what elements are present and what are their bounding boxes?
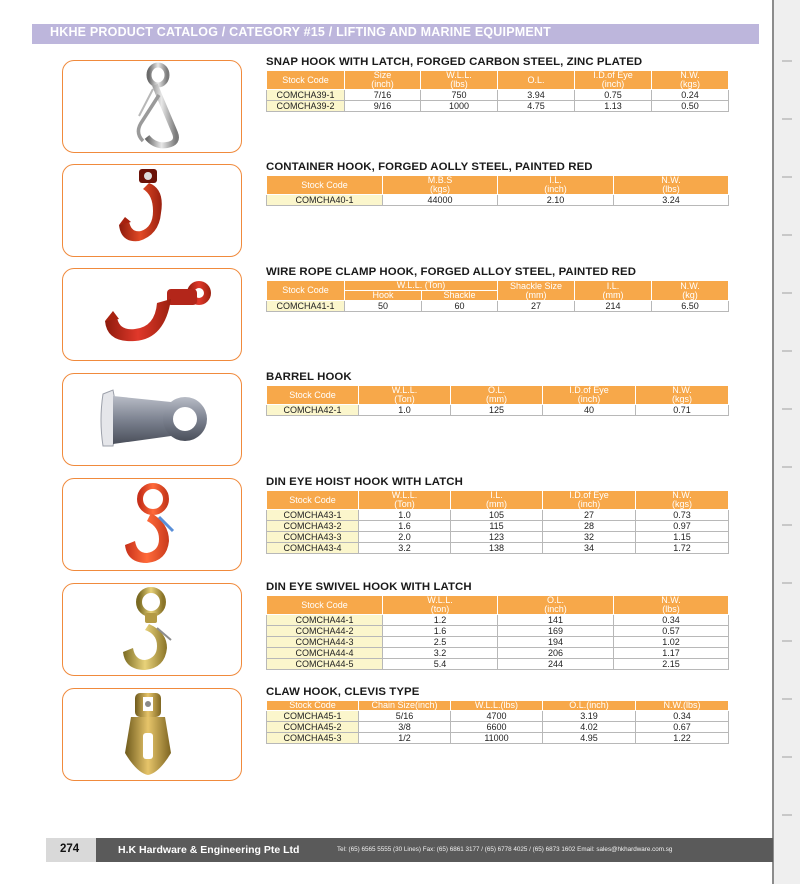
column-header [636,491,729,510]
stock-code-cell: COMCHA44-4 [267,648,383,659]
binding-tick [782,698,792,700]
table-cell: 105 [451,510,543,521]
table-row [267,405,729,416]
column-header-label: N.W. [672,385,692,395]
column-header-label: N.W. [661,595,681,605]
column-header-unit: (lbs) [662,604,680,614]
table-cell: 3.19 [543,711,636,722]
table-cell: 2.0 [359,532,451,543]
stock-code-cell: COMCHA45-2 [267,722,359,733]
claw-hook-clevis-image [63,689,241,780]
stock-code-cell: COMCHA39-1 [267,90,345,101]
product-title: DIN EYE SWIVEL HOOK WITH LATCH [266,581,472,593]
stock-code-cell: COMCHA40-1 [267,195,383,206]
column-header-label: O.L. [487,385,505,395]
column-header [652,281,729,301]
stock-code-cell: COMCHA39-2 [267,101,345,112]
table-cell: 244 [498,659,614,670]
column-header [345,71,421,90]
spec-table [266,490,729,554]
product-image-frame [62,583,242,676]
column-header-unit: (ton) [430,604,450,614]
product-image-frame [62,164,242,257]
table-cell: 60 [422,301,498,312]
table-cell: 6.50 [652,301,729,312]
binding-tick [782,408,792,410]
table-cell: 0.57 [614,626,729,637]
column-header-label: W.L.L.(lbs) [474,700,518,710]
column-header [267,701,359,711]
table-cell: 3.24 [614,195,729,206]
column-header [359,701,451,711]
stock-code-cell: COMCHA43-2 [267,521,359,532]
column-header-unit: (mm) [486,499,507,509]
table-cell: 0.97 [636,521,729,532]
binding-tick [782,582,792,584]
column-header-unit: (mm) [602,289,624,300]
column-header-label: Hook [372,290,394,300]
table-row [267,543,729,554]
table-cell: 3.94 [498,90,575,101]
stock-code-cell: COMCHA43-1 [267,510,359,521]
column-header-label: Stock Code [282,285,329,295]
table-cell: 2.10 [498,195,614,206]
table-row [267,532,729,543]
header-title: HKHE PRODUCT CATALOG / CATEGORY #15 / LIFTING AND MARINE EQUIPMENT [50,25,551,39]
table-cell: 214 [575,301,652,312]
product-image-frame [62,478,242,571]
column-header [267,71,345,90]
table-cell: 194 [498,637,614,648]
contact-info: Tel: (65) 6565 5555 (30 Lines) Fax: (65) 6861 3177 / (65) 6778 4025 / (65) 6873 1602 Email: sales@hkhardware.com.sg [337,846,673,853]
product-title: CONTAINER HOOK, FORGED AOLLY STEEL, PAINTED RED [266,161,593,173]
table-cell: 5.4 [383,659,498,670]
product-title: WIRE ROPE CLAMP HOOK, FORGED ALLOY STEEL, PAINTED RED [266,266,637,278]
column-header [267,386,359,405]
column-header [636,386,729,405]
table-cell: 169 [498,626,614,637]
column-header-unit: (kgs) [680,79,700,89]
binding-tick [782,60,792,62]
column-header-label: I.L. [606,280,620,291]
column-header [345,281,498,291]
column-header-label: O.L. [546,595,564,605]
table-cell: 0.50 [652,101,729,112]
table-cell: 1000 [421,101,498,112]
table-cell: 50 [345,301,422,312]
column-header-label: O.L. [527,74,545,85]
column-header-unit: (mm) [525,289,547,300]
stock-code-cell: COMCHA43-4 [267,543,359,554]
side-binding-tab [772,0,800,884]
table-cell: 3/8 [359,722,451,733]
table-cell: 1.17 [614,648,729,659]
column-header [383,596,498,615]
table-row [267,637,729,648]
table-cell: 141 [498,615,614,626]
stock-code-cell: COMCHA44-3 [267,637,383,648]
stock-code-cell: COMCHA41-1 [267,301,345,312]
column-header-unit: (lbs) [662,184,680,194]
table-cell: 0.67 [636,722,729,733]
stock-code-cell: COMCHA44-2 [267,626,383,637]
column-header [267,491,359,510]
column-header [359,386,451,405]
table-row [267,626,729,637]
table-cell: 27 [498,301,575,312]
spec-table [266,385,729,416]
column-header [451,701,543,711]
table-cell: 750 [421,90,498,101]
column-header-label: W.L.L. [427,595,453,605]
column-header-unit: (kgs) [430,184,450,194]
column-header-unit: (kg) [682,289,698,300]
table-row [267,195,729,206]
column-header-label: Stock Code [289,700,336,710]
column-header-label: M.B.S [427,175,453,185]
table-cell: 0.34 [636,711,729,722]
table-cell: 0.34 [614,615,729,626]
table-row [267,90,729,101]
binding-tick [782,756,792,758]
table-cell: 2.5 [383,637,498,648]
wire-rope-clamp-hook-image [63,269,241,360]
column-header-label: Stock Code [289,389,336,400]
column-header-unit: (inch) [544,604,567,614]
spec-table [266,280,729,312]
product-title: CLAW HOOK, CLEVIS TYPE [266,686,420,698]
catalog-header [32,24,759,44]
column-header-label: I.D.of Eye [569,490,609,500]
table-cell: 1.0 [359,510,451,521]
stock-code-cell: COMCHA44-1 [267,615,383,626]
table-cell: 5/16 [359,711,451,722]
column-header [345,291,422,301]
table-cell: 1.22 [636,733,729,744]
column-header [267,176,383,195]
column-header-label: N.W. [661,175,681,185]
stock-code-cell: COMCHA45-1 [267,711,359,722]
stock-code-cell: COMCHA45-3 [267,733,359,744]
page-number-box [46,838,96,862]
snap-hook-image [63,61,241,152]
column-header-label: Stock Code [282,74,329,85]
table-cell: 0.75 [575,90,652,101]
table-cell: 4700 [451,711,543,722]
binding-tick [782,234,792,236]
din-eye-swivel-hook-image [63,584,241,675]
column-header [422,291,498,301]
table-cell: 3.2 [383,648,498,659]
column-header-unit: (Ton) [394,499,415,509]
column-header [267,281,345,301]
table-row [267,510,729,521]
table-cell: 0.73 [636,510,729,521]
product-title: BARREL HOOK [266,371,352,383]
column-header-label: Chain Size(inch) [371,700,438,710]
table-cell: 1.6 [383,626,498,637]
table-cell: 1.15 [636,532,729,543]
table-row [267,301,729,312]
table-row [267,733,729,744]
stock-code-cell: COMCHA42-1 [267,405,359,416]
table-cell: 32 [543,532,636,543]
page-number: 274 [60,843,80,855]
column-header-unit: (inch) [577,499,601,509]
table-cell: 27 [543,510,636,521]
column-header-label: O.L.(inch) [569,700,609,710]
barrel-hook-image [63,374,241,465]
table-cell: 3.2 [359,543,451,554]
column-header [498,71,575,90]
stock-code-cell: COMCHA43-3 [267,532,359,543]
binding-tick [782,640,792,642]
spec-table [266,700,729,744]
column-header [498,596,614,615]
column-header-unit: (inch) [577,394,601,404]
column-header-unit: (Ton) [394,394,415,404]
page-footer [46,838,773,862]
table-cell: 40 [543,405,636,416]
product-image-frame [62,373,242,466]
product-image-frame [62,268,242,361]
table-cell: 1.13 [575,101,652,112]
table-cell: 125 [451,405,543,416]
column-header-label: Stock Code [289,494,336,505]
product-title: DIN EYE HOIST HOOK WITH LATCH [266,476,463,488]
binding-tick [782,176,792,178]
column-header-label: I.L. [549,175,562,185]
column-header-label: I.D.of Eye [569,385,609,395]
din-eye-hoist-hook-image [63,479,241,570]
binding-tick [782,292,792,294]
table-row [267,711,729,722]
table-cell: 2.15 [614,659,729,670]
table-cell: 1.0 [359,405,451,416]
table-row [267,101,729,112]
column-header [359,491,451,510]
spec-table [266,70,729,112]
table-cell: 9/16 [345,101,421,112]
column-header [421,71,498,90]
column-header-label: I.L. [490,490,503,500]
container-hook-image [63,165,241,256]
stock-code-cell: COMCHA44-5 [267,659,383,670]
table-row [267,648,729,659]
column-header-label: W.L.L. [391,490,418,500]
column-header [498,281,575,301]
table-cell: 44000 [383,195,498,206]
column-header-unit: (mm) [486,394,507,404]
binding-tick [782,524,792,526]
binding-tick [782,118,792,120]
column-header-unit: (inch) [601,79,625,89]
column-header [614,176,729,195]
binding-tick [782,466,792,468]
column-header [451,491,543,510]
column-header [652,71,729,90]
column-header-label: N.W. [680,70,700,80]
column-header [267,596,383,615]
table-cell: 115 [451,521,543,532]
table-cell: 206 [498,648,614,659]
column-header [498,176,614,195]
table-cell: 0.24 [652,90,729,101]
column-header [614,596,729,615]
table-cell: 7/16 [345,90,421,101]
table-cell: 0.71 [636,405,729,416]
binding-tick [782,350,792,352]
product-image-frame [62,688,242,781]
table-cell: 28 [543,521,636,532]
table-cell: 1.72 [636,543,729,554]
company-name: H.K Hardware & Engineering Pte Ltd [118,844,300,856]
column-header-label: Stock Code [301,179,348,190]
table-cell: 11000 [451,733,543,744]
column-header-unit: (kgs) [672,499,692,509]
table-cell: 4.95 [543,733,636,744]
table-cell: 138 [451,543,543,554]
column-header-label: I.D.of Eye [593,70,633,80]
column-header [451,386,543,405]
product-title: SNAP HOOK WITH LATCH, FORGED CARBON STEEL, ZINC PLATED [266,56,643,68]
column-header-label: W.L.L. [391,385,418,395]
table-row [267,722,729,733]
column-header-unit: (kgs) [672,394,692,404]
column-header-label: Size [373,70,392,80]
column-header-label: W.L.L. (Ton) [396,280,446,290]
spec-table [266,595,729,670]
table-cell: 1/2 [359,733,451,744]
spec-table [266,175,729,206]
column-header-unit: (inch) [371,79,394,89]
table-cell: 6600 [451,722,543,733]
column-header [543,491,636,510]
column-header-unit: (inch) [544,184,567,194]
column-header [575,71,652,90]
column-header-label: N.W. [672,490,692,500]
column-header-label: W.L.L. [446,70,472,80]
column-header-label: Stock Code [301,599,348,610]
binding-tick [782,814,792,816]
column-header [383,176,498,195]
column-header-label: N.W.(lbs) [663,700,701,710]
table-cell: 123 [451,532,543,543]
column-header-label: N.W. [680,280,700,291]
table-cell: 4.02 [543,722,636,733]
table-cell: 1.02 [614,637,729,648]
table-row [267,615,729,626]
column-header-label: Shackle [443,290,476,300]
column-header-label: Shackle Size [510,280,563,291]
column-header [543,701,636,711]
table-cell: 34 [543,543,636,554]
table-row [267,521,729,532]
column-header-unit: (lbs) [450,79,468,89]
column-header [636,701,729,711]
column-header [543,386,636,405]
product-image-frame [62,60,242,153]
table-cell: 1.2 [383,615,498,626]
column-header [575,281,652,301]
table-cell: 1.6 [359,521,451,532]
table-row [267,659,729,670]
table-cell: 4.75 [498,101,575,112]
